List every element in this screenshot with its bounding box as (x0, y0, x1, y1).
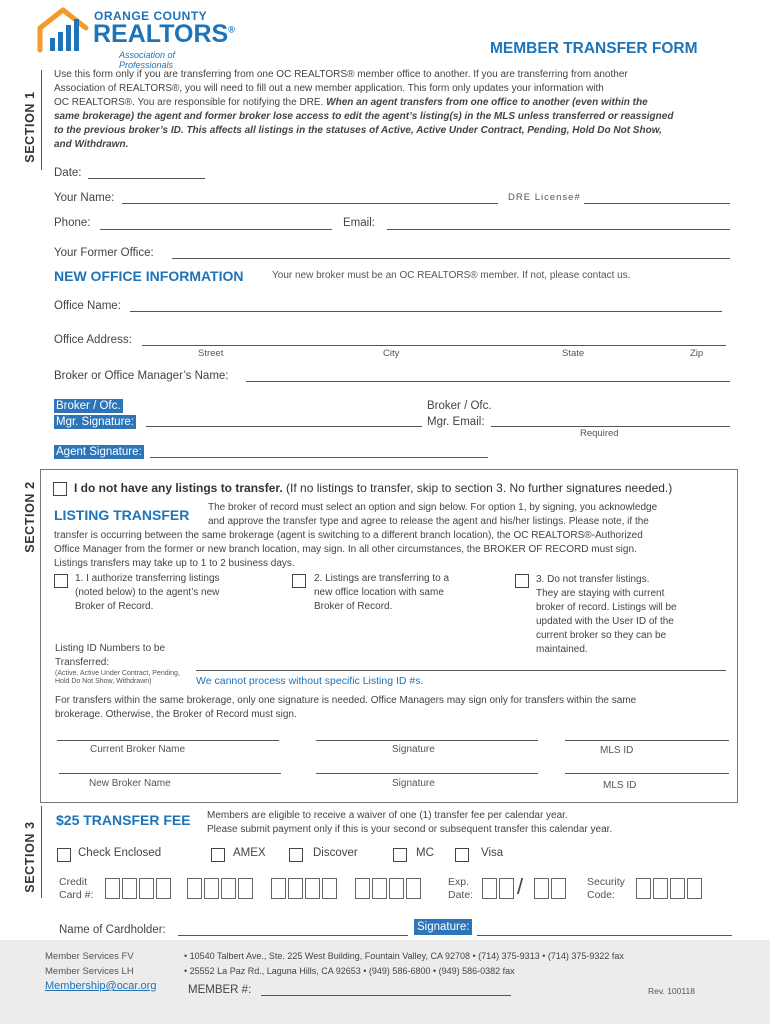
cardholder-field[interactable] (178, 935, 408, 936)
broker-email-label: Broker / Ofc. Mgr. Email: (427, 400, 492, 428)
cc-digit[interactable] (139, 878, 154, 899)
option-2-checkbox[interactable] (292, 574, 306, 588)
new-broker-name-field[interactable] (59, 773, 281, 774)
phone-label: Phone: (54, 217, 91, 229)
security-digit[interactable] (653, 878, 668, 899)
office-address-field[interactable] (142, 345, 726, 346)
dre-license-label: DRE License# (508, 192, 581, 203)
broker-manager-name-label: Broker or Office Manager’s Name: (54, 370, 229, 382)
former-office-label: Your Former Office: (54, 247, 154, 259)
section3-divider (41, 806, 42, 898)
no-listings-text: I do not have any listings to transfer. (If no listings to transfer, skip to section 3. No further signatures needed.) (74, 481, 673, 495)
intro-text: Use this form only if you are transferring from one OC REALTORS® member office to another. If you are transferring from another Association of REALTORS®, you will need to fill out a new member application. This form only updates your information with OC REALTORS®. You are responsible for notifying the DRE. When an agent transfers from one office to another (even within the same brokerage) the agent and former broker lose access to edit the agent’s listing(s) in the MLS unless transferred or reassigned to the previous broker’s ID. This affects all listings in the statuses of Active, Active Under Contract, Pending, Hold Do Not Show, and Withdrawn. (54, 69, 674, 150)
cc-digit[interactable] (355, 878, 370, 899)
cardholder-signature-field[interactable] (477, 935, 732, 936)
listing-ids-field[interactable] (196, 670, 726, 671)
former-office-field[interactable] (172, 258, 730, 259)
member-number-label: MEMBER #: (188, 984, 252, 996)
new-office-heading: NEW OFFICE INFORMATION (54, 268, 244, 284)
cc-digit[interactable] (156, 878, 171, 899)
same-brokerage-text: For transfers within the same brokerage, only one signature is needed. Office Managers may sign only for transfers within the same brokerage. Otherwise, the Broker of Record must sign. (55, 695, 637, 720)
broker-email-field[interactable] (491, 426, 730, 427)
current-broker-name-caption: Current Broker Name (90, 744, 186, 755)
zip-caption: Zip (690, 348, 704, 359)
revision: Rev. 100118 (648, 986, 695, 996)
footer-address-2: • 25552 La Paz Rd., Laguna Hills, CA 92653 • (949) 586-6800 • (949) 586-0382 fax (184, 966, 515, 976)
email-field[interactable] (387, 229, 730, 230)
footer-address-1: • 10540 Talbert Ave., Ste. 225 West Building, Fountain Valley, CA 92708 • (714) 375-9313 • (714) 375-9322 fax (184, 951, 624, 961)
exp-year-digit[interactable] (551, 878, 566, 899)
phone-field[interactable] (100, 229, 332, 230)
cardholder-signature-label: Signature: (414, 921, 472, 933)
street-caption: Street (198, 348, 224, 359)
your-name-label: Your Name: (54, 192, 115, 204)
footer-fv: Member Services FV (45, 951, 134, 962)
date-field[interactable] (88, 178, 205, 179)
new-broker-name-caption: New Broker Name (89, 778, 171, 789)
listing-transfer-text: The broker of record must select an option and sign below. For option 1, by signing, you acknowledge and approve the transfer type and agree to release the agent and his/her listings. Please note, if the transfer is occurring between the same brokerage (agent is switching to a different branch location), the OC REALTORS®-Authorized Office Manager from the former or new branch location, may sign. In all other circumstances, the BROKER OF RECORD must sign. Listings transfers may take up to 1 to 2 business days. (54, 502, 658, 569)
amex-checkbox[interactable] (211, 848, 225, 862)
broker-signature-field[interactable] (146, 426, 422, 427)
option-3-checkbox[interactable] (515, 574, 529, 588)
form-title: MEMBER TRANSFER FORM (490, 40, 698, 57)
visa-checkbox[interactable] (455, 848, 469, 862)
cc-digit[interactable] (204, 878, 219, 899)
credit-card-label: Credit Card #: (59, 876, 94, 901)
cc-digit[interactable] (372, 878, 387, 899)
current-broker-mls-caption: MLS ID (600, 745, 634, 756)
transfer-fee-heading: $25 TRANSFER FEE (56, 812, 191, 828)
listing-ids-statuses: (Active, Active Under Contract, Pending, Hold Do Not Show, Withdrawn) (55, 670, 180, 685)
cc-digit[interactable] (187, 878, 202, 899)
exp-date-label: Exp. Date: (448, 876, 474, 901)
office-name-label: Office Name: (54, 300, 121, 312)
security-code-label: Security Code: (587, 876, 625, 901)
cc-digit[interactable] (238, 878, 253, 899)
state-caption: State (562, 348, 585, 359)
discover-label: Discover (313, 847, 358, 859)
mc-checkbox[interactable] (393, 848, 407, 862)
cc-digit[interactable] (288, 878, 303, 899)
dre-license-field[interactable] (584, 203, 730, 204)
section3-label: SECTION 3 (23, 821, 37, 893)
check-enclosed-label: Check Enclosed (78, 847, 162, 859)
new-broker-mls-field[interactable] (565, 773, 729, 774)
current-broker-signature-caption: Signature (392, 744, 435, 755)
option-1-text: 1. I authorize transferring listings (noted below) to the agent’s new Broker of Record. (75, 573, 220, 612)
house-logo-icon (36, 6, 98, 56)
no-listings-checkbox[interactable] (53, 482, 67, 496)
listing-ids-warning: We cannot process without specific Listing ID #s. (196, 675, 424, 687)
logo (36, 4, 235, 70)
option-1-checkbox[interactable] (54, 574, 68, 588)
cardholder-label: Name of Cardholder: (59, 924, 166, 936)
option-3-text: 3. Do not transfer listings. They are staying with current broker of record. Listings will be updated with the User ID of the current broker so they can be maintained. (536, 574, 677, 655)
mc-label: MC (416, 847, 434, 859)
your-name-field[interactable] (122, 203, 498, 204)
security-digit[interactable] (687, 878, 702, 899)
amex-label: AMEX (233, 847, 266, 859)
footer-lh: Member Services LH (45, 966, 134, 977)
current-broker-mls-field[interactable] (565, 740, 729, 741)
cc-digit[interactable] (389, 878, 404, 899)
check-enclosed-checkbox[interactable] (57, 848, 71, 862)
option-2-text: 2. Listings are transferring to a new office location with same Broker of Record. (314, 573, 450, 612)
office-address-label: Office Address: (54, 334, 132, 346)
current-broker-name-field[interactable] (57, 740, 279, 741)
cc-digit[interactable] (305, 878, 320, 899)
logo-line2: REALTORS® (93, 20, 235, 48)
logo-tagline: Association of Professionals (119, 50, 176, 70)
cc-digit[interactable] (322, 878, 337, 899)
cc-digit[interactable] (406, 878, 421, 899)
office-name-field[interactable] (130, 311, 722, 312)
logo-line1: ORANGE COUNTY (94, 9, 208, 23)
section2-label: SECTION 2 (23, 481, 37, 553)
exp-year-digit[interactable] (534, 878, 549, 899)
listing-transfer-heading: LISTING TRANSFER (54, 507, 190, 523)
cc-digit[interactable] (221, 878, 236, 899)
exp-slash: / (517, 874, 524, 899)
agent-signature-label: Agent Signature: (56, 446, 142, 458)
transfer-fee-note: Members are eligible to receive a waiver of one (1) transfer fee per calendar year. Please submit payment only if this is your second or subsequent transfer this calendar year. (207, 810, 613, 835)
listing-ids-label: Listing ID Numbers to be Transferred: (55, 643, 166, 668)
agent-signature-field[interactable] (150, 457, 488, 458)
new-office-note: Your new broker must be an OC REALTORS® member. If not, please contact us. (272, 270, 631, 281)
exp-month-digit[interactable] (482, 878, 497, 899)
new-broker-signature-field[interactable] (316, 773, 538, 774)
broker-signature-label: Broker / Ofc. Mgr. Signature: (56, 400, 134, 428)
credit-card-digits[interactable] (105, 878, 425, 900)
broker-manager-name-field[interactable] (246, 381, 730, 382)
member-number-field[interactable] (261, 995, 511, 996)
new-broker-mls-caption: MLS ID (603, 780, 637, 791)
cc-digit[interactable] (105, 878, 120, 899)
security-digit[interactable] (636, 878, 651, 899)
required-caption: Required (580, 428, 619, 439)
date-label: Date: (54, 167, 82, 179)
new-broker-signature-caption: Signature (392, 778, 435, 789)
cc-digit[interactable] (122, 878, 137, 899)
visa-label: Visa (481, 847, 504, 859)
current-broker-signature-field[interactable] (316, 740, 538, 741)
email-label: Email: (343, 217, 375, 229)
footer-email-link[interactable]: Membership@ocar.org (45, 980, 157, 992)
discover-checkbox[interactable] (289, 848, 303, 862)
security-digit[interactable] (670, 878, 685, 899)
section1-label: SECTION 1 (23, 91, 37, 163)
cc-digit[interactable] (271, 878, 286, 899)
exp-month-digit[interactable] (499, 878, 514, 899)
section1-divider (41, 70, 42, 170)
city-caption: City (383, 348, 400, 359)
